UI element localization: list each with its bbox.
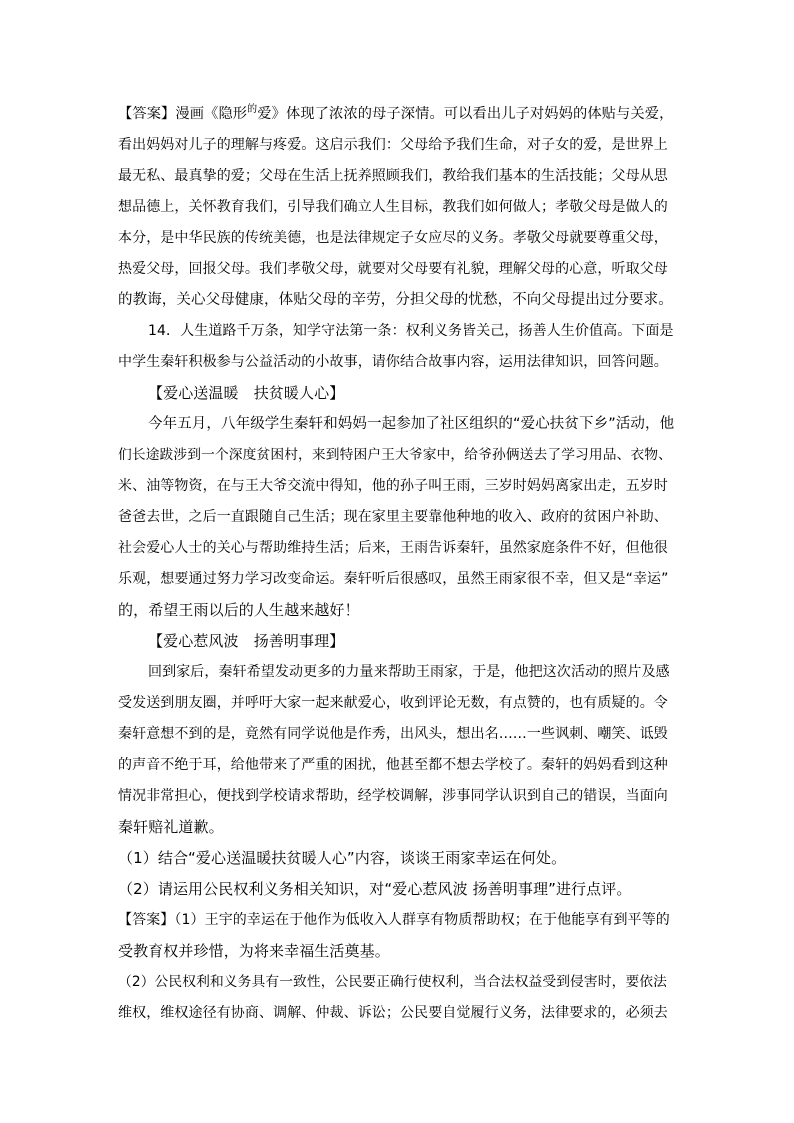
answer-1-line-1 (118, 104, 673, 126)
section-1-line-7: 的，希望王雨以后的人生越来越好！ (118, 601, 360, 619)
section-1-line-3: 米、油等物资，在与王大爷交流中得知，他的孙子叫王雨，三岁时妈妈离家出走，五岁时 (118, 478, 668, 494)
section-1-line-2: 们长途跋涉到一个深度贫困村，来到特困户王大爷家中，给爷孙俩送去了学习用品、衣物、 (118, 447, 673, 463)
answer-1-line-6: 热爱父母，回报父母。我们孝敬父母，就要对父母要有礼貌，理解父母的心意，听取父母 (118, 261, 668, 277)
answer-1-line-3: 最无私、最真挚的爱；父母在生活上抚养照顾我们，教给我们基本的生活技能；父母从思 (118, 168, 668, 184)
sub-question-1: （1）结合“爱心送温暖扶贫暖人心”内容，谈谈王雨家幸运在何处。 (118, 849, 567, 867)
answer-tag: 【答案】 (118, 106, 176, 122)
answer-2-line-3: （2）公民权利和义务具有一致性，公民要正确行使权利，当合法权益受到侵害时，要依法 (118, 974, 668, 990)
answer-2-line-4: 维权，维权途径有协商、调解、仲裁、诉讼；公民要自觉履行义务，法律要求的，必须去 (118, 1005, 668, 1021)
section-2-line-5: 情况非常担心，便找到学校请求帮助，经学校调解，涉事同学认识到自己的错误，当面向 (118, 788, 668, 804)
section-2-line-3: 秦轩意想不到的是，竟然有同学说他是作秀，出风头，想出名……一些讽刺、嘲笑、诋毁 (118, 726, 668, 742)
section-2-line-4: 的声音不绝于耳，给他带来了严重的困扰，他甚至都不想去学校了。秦轩的妈妈看到这种 (118, 757, 668, 773)
answer-1-line-2: 看出妈妈对儿子的理解与疼爱。这启示我们：父母给予我们生命，对子女的爱，是世界上 (118, 137, 668, 153)
section-2-line-1: 回到家后，秦轩希望发动更多的力量来帮助王雨家，于是，他把这次活动的照片及感 (148, 664, 670, 680)
section-1-line-6: 乐观，想要通过努力学习改变命运。秦轩听后很感叹，虽然王雨家很不幸，但又是“幸运” (118, 571, 669, 587)
answer-1-superscript: 的 (247, 104, 258, 115)
answer-2-line-1: 【答案】（1）王宇的幸运在于他作为低收入人群享有物质帮助权；在于他能享有到平等的 (118, 912, 670, 928)
sub-question-2: （2）请运用公民权利义务相关知识，对“爱心惹风波 扬善明事理”进行点评。 (118, 880, 632, 898)
answer-1-line-7: 的教诲，关心父母健康，体贴父母的辛劳，分担父母的忧愁，不向父母提出过分要求。 (118, 292, 673, 308)
section-2-heading: 【爱心惹风波 扬善明事理】 (148, 632, 345, 650)
answer-1-text-a: 漫画《隐形 (175, 106, 248, 122)
answer-1-line-5: 本分，是中华民族的传统美德，也是法律规定子女应尽的义务。孝敬父母就要尊重父母， (118, 230, 668, 246)
answer-1-line-4: 想品德上，关怀教育我们，引导我们确立人生目标，教我们如何做人；孝敬父母是做人的 (118, 199, 668, 215)
question-14-line-2: 中学生秦轩积极参与公益活动的小故事，请你结合故事内容，运用法律知识，回答问题。 (118, 354, 668, 370)
section-1-line-4: 爸爸去世，之后一直跟随自己生活；现在家里主要靠他种地的收入、政府的贫困户补助、 (118, 509, 668, 525)
answer-2-line-2: 受教育权并珍惜，为将来幸福生活奠基。 (118, 942, 390, 960)
section-1-line-5: 社会爱心人士的关心与帮助维持生活；后来，王雨告诉秦轩，虽然家庭条件不好，但他很 (118, 540, 668, 556)
section-2-line-6: 秦轩赔礼道歉。 (118, 818, 224, 836)
question-14-line-1: 14．人生道路千万条，知学守法第一条：权利义务皆关己，扬善人生价值高。下面是 (148, 323, 674, 339)
answer-1-text-b: 爱》体现了浓浓的母子深情。可以看出儿子对妈妈的体贴与关爱， (257, 106, 674, 122)
section-2-line-2: 受发送到朋友圈，并呼吁大家一起来献爱心，收到评论无数，有点赞的，也有质疑的。令 (118, 695, 668, 711)
section-1-line-1: 今年五月，八年级学生秦轩和妈妈一起参加了社区组织的“爱心扶贫下乡”活动，他 (148, 416, 675, 432)
section-1-heading: 【爱心送温暖 扶贫暖人心】 (148, 384, 345, 402)
